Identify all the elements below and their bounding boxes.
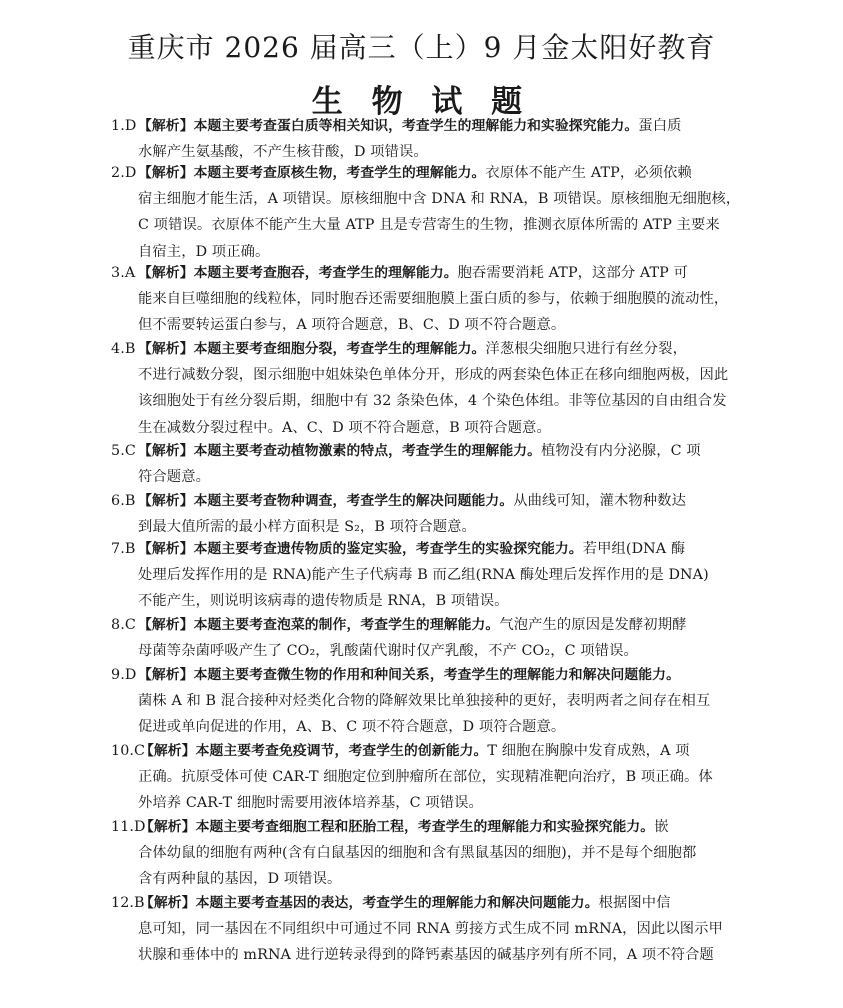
explanation-line [111, 638, 743, 664]
explanation-line [111, 212, 743, 238]
explanation-text: 菌株 A 和 B 混合接种对烃类化合物的降解效果比单独接种的更好，表明两者之间存在相互 [138, 693, 711, 710]
explanation-line [111, 362, 743, 388]
explanation-line [111, 688, 743, 714]
explanation-text: 含有两种鼠的基因，D 项错误。 [138, 871, 342, 888]
explanation-line [111, 186, 743, 212]
explanation-text: 生在减数分裂过程中。A、C、D 项不符合题意，B 项符合题意。 [138, 419, 551, 436]
explanation-line [111, 714, 743, 740]
analysis-heading: 【解析】本题主要考查动植物激素的特点，考查学生的理解能力。 [138, 443, 542, 459]
answer-number: 9.D [111, 667, 137, 683]
explanation-line [111, 312, 743, 338]
explanation-text: 自宿主，D 项正确。 [138, 243, 270, 260]
explanation-line [111, 916, 743, 942]
explanation-text: 宿主细胞才能生活，A 项错误。原核细胞中含 DNA 和 RNA，B 项错误。原核细胞无细胞核， [138, 191, 741, 208]
explanation-text: 不进行减数分裂，图示细胞中姐妹染色单体分开，形成的两套染色体正在移向细胞两极，因此 [138, 367, 729, 384]
answer-item [111, 336, 743, 441]
analysis-heading: 【解析】本题主要考查泡菜的制作，考查学生的理解能力。 [138, 617, 500, 633]
answer-number: 7.B [111, 541, 136, 557]
explanation-text: 但不需要转运蛋白参与，A 项符合题意，B、C、D 项不符合题意。 [138, 317, 566, 334]
answer-item [111, 662, 743, 741]
explanation-line [111, 113, 743, 139]
answer-number: 6.B [111, 493, 136, 509]
answer-item [111, 814, 743, 893]
explanation-text: 洋葱根尖细胞只进行有丝分裂， [485, 341, 687, 357]
explanation-text: 处理后发挥作用的是 RNA)能产生子代病毒 B 而乙组(RNA 酶处理后发挥作用的是 DNA) [138, 567, 709, 584]
explanation-line [111, 588, 743, 614]
explanation-text: 该细胞处于有丝分裂后期，细胞中有 32 条染色体，4 个染色体组。非等位基因的自由组合发 [138, 393, 727, 410]
explanation-text: 息可知，同一基因在不同组织中可通过不同 RNA 剪接方式生成不同 mRNA，因此以图示甲 [138, 921, 723, 938]
explanation-text: 状腺和垂体中的 mRNA 进行逆转录得到的降钙素基因的碱基序列有所不同，A 项不符合题 [138, 947, 714, 964]
answer-number: 8.C [111, 617, 136, 633]
explanation-line [111, 612, 743, 638]
document-subtitle: 生 物 试 题 [311, 84, 532, 120]
document-title: 重庆市 2026 届高三（上）9 月金太阳好教育 [127, 31, 716, 64]
answer-number: 12.B [111, 895, 145, 911]
answer-number: 5.C [111, 443, 136, 459]
explanation-line [111, 286, 743, 312]
answer-item [111, 438, 743, 490]
analysis-heading: 【解析】本题主要考查微生物的作用和种间关系，考查学生的理解能力和解决问题能力。 [138, 667, 680, 683]
explanation-line [111, 738, 743, 764]
explanation-text: 蛋白质 [638, 118, 682, 134]
explanation-line [111, 814, 743, 840]
explanation-line [111, 662, 743, 688]
explanation-text: 母菌等杂菌呼吸产生了 CO₂，乳酸菌代谢时仅产乳酸，不产 CO₂，C 项错误。 [138, 643, 638, 660]
analysis-heading: 【解析】本题主要考查细胞工程和胚胎工程，考查学生的理解能力和实验探究能力。 [140, 819, 655, 835]
explanation-line [111, 890, 743, 916]
answer-number: 11.D [111, 819, 146, 835]
explanation-text: C 项错误。衣原体不能产生大量 ATP 且是专营寄生的生物，推测衣原体所需的 ATP 主要来 [138, 217, 720, 234]
explanation-text: 到最大值所需的最小样方面积是 S₂，B 项符合题意。 [138, 519, 476, 536]
explanation-line [111, 536, 743, 562]
explanation-text: 若甲组(DNA 酶 [582, 541, 686, 557]
explanation-line [111, 336, 743, 362]
explanation-text: 合体幼鼠的细胞有两种(含有白鼠基因的细胞和含有黑鼠基因的细胞)，并不是每个细胞都 [138, 845, 697, 862]
answer-number: 3.A [111, 265, 136, 281]
explanation-text: 不能产生，则说明该病毒的遗传物质是 RNA，B 项错误。 [138, 593, 509, 610]
explanation-line [111, 840, 743, 866]
answer-item [111, 260, 743, 339]
answer-item [111, 536, 743, 615]
answer-item [111, 612, 743, 664]
explanation-line [111, 160, 743, 186]
explanation-text: 符合题意。 [138, 469, 210, 486]
explanation-line [111, 260, 743, 286]
explanation-text: 能来自巨噬细胞的线粒体，同时胞吞还需要细胞膜上蛋白质的参与，依赖于细胞膜的流动性， [138, 291, 729, 308]
explanation-line [111, 464, 743, 490]
answer-item [111, 113, 743, 165]
analysis-heading: 【解析】本题主要考查免疫调节，考查学生的创新能力。 [140, 743, 488, 759]
explanation-text: 根据图中信 [598, 895, 671, 911]
explanation-text: 气泡产生的原因是发酵初期酵 [499, 617, 687, 633]
analysis-heading: 【解析】本题主要考查细胞分裂，考查学生的理解能力。 [138, 341, 486, 357]
explanation-text: 衣原体不能产生 ATP，必须依赖 [485, 165, 692, 181]
explanation-text: T 细胞在胸腺中发育成熟，A 项 [487, 743, 690, 759]
analysis-heading: 【解析】本题主要考查胞吞，考查学生的理解能力。 [138, 265, 458, 281]
explanation-line [111, 488, 743, 514]
analysis-heading: 【解析】本题主要考查基因的表达，考查学生的理解能力和解决问题能力。 [140, 895, 599, 911]
answer-number: 1.D [111, 118, 137, 134]
explanation-line [111, 790, 743, 816]
explanation-text: 嵌 [654, 819, 669, 835]
explanation-text: 从曲线可知，灌木物种数达 [513, 493, 686, 509]
analysis-heading: 【解析】本题主要考查原核生物，考查学生的理解能力。 [138, 165, 486, 181]
explanation-text: 正确。抗原受体可使 CAR-T 细胞定位到肿瘤所在部位，实现精准靶向治疗，B 项正确。体 [138, 769, 713, 786]
explanation-line [111, 388, 743, 414]
explanation-line [111, 438, 743, 464]
explanation-line [111, 764, 743, 790]
explanation-text: 植物没有内分泌腺，C 项 [541, 443, 701, 459]
answer-item [111, 738, 743, 817]
answer-number: 10.C [111, 743, 146, 759]
explanation-line [111, 562, 743, 588]
explanation-text: 胞吞需要消耗 ATP，这部分 ATP 可 [457, 265, 688, 281]
analysis-heading: 【解析】本题主要考查蛋白质等相关知识，考查学生的理解能力和实验探究能力。 [138, 118, 639, 134]
explanation-text: 水解产生氨基酸，不产生核苷酸，D 项错误。 [138, 144, 428, 161]
answer-number: 4.B [111, 341, 136, 357]
explanation-text: 外培养 CAR-T 细胞时需要用液体培养基，C 项错误。 [138, 795, 483, 812]
explanation-line [111, 866, 743, 892]
answer-item [111, 160, 743, 265]
answer-number: 2.D [111, 165, 137, 181]
explanation-line [111, 415, 743, 441]
analysis-heading: 【解析】本题主要考查物种调查，考查学生的解决问题能力。 [138, 493, 514, 509]
analysis-heading: 【解析】本题主要考查遗传物质的鉴定实验，考查学生的实验探究能力。 [138, 541, 583, 557]
answer-item [111, 890, 743, 969]
answer-item [111, 488, 743, 540]
explanation-text: 促进或单向促进的作用，A、B、C 项不符合题意，D 项符合题意。 [138, 719, 566, 736]
explanation-line [111, 942, 743, 968]
